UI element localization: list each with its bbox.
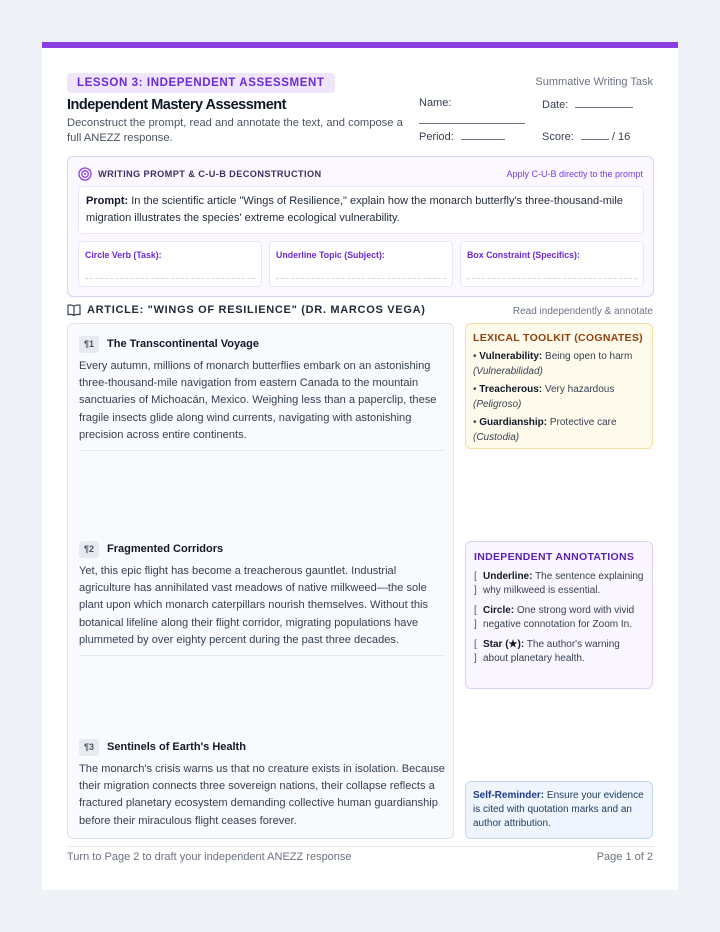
paragraph-number: ¶3 [79, 739, 99, 756]
paragraph-title: The Transcontinental Voyage [107, 338, 260, 350]
score-blank[interactable] [581, 129, 609, 140]
page-title: Independent Mastery Assessment [67, 97, 286, 113]
paragraph-text: Every autumn, millions of monarch butterflies embark on an astonishing three-thousand-mile navigation from eastern Canada to the mountain sanctuaries of Michoacán, Mexico. Weighing less than a paperclip, these fragile insects glide along wind currents, navigating with astonishing precision across entire continents. [79, 360, 437, 441]
toolkit-item: • Vulnerability: Being open to harm (Vulnerabilidad) [473, 351, 633, 377]
prompt-section [67, 156, 654, 297]
cub-line-constraint[interactable] [467, 278, 637, 279]
name-label: Name: [419, 97, 452, 109]
annotations-panel [465, 541, 653, 689]
prompt-card [78, 186, 644, 234]
period-blank[interactable] [461, 129, 505, 140]
lesson-badge: LESSON 3: INDEPENDENT ASSESSMENT [67, 73, 335, 93]
page-number: Page 1 of 2 [596, 851, 653, 863]
cub-box-topic[interactable] [269, 241, 453, 287]
annotation-checklist-item[interactable] [474, 570, 644, 598]
period-label: Period: [419, 131, 454, 143]
cub-line-verb[interactable] [85, 278, 255, 279]
cub-label-topic: Underline Topic (Subject): [276, 250, 385, 260]
paragraph-title: Sentinels of Earth's Health [107, 741, 246, 753]
page-subtitle: Deconstruct the prompt, read and annotate the text, and compose a full ANEZZ response. [67, 117, 403, 144]
cub-line-topic[interactable] [276, 278, 446, 279]
article-hint: Read independently & annotate [512, 306, 653, 317]
date-label: Date: [542, 99, 569, 111]
paragraph-number: ¶2 [79, 541, 99, 558]
paragraph-divider [79, 450, 445, 451]
date-blank[interactable] [575, 97, 633, 108]
score-total: / 16 [611, 131, 631, 143]
annotation-label: Underline: [483, 571, 533, 582]
annotation-text: One strong word with vivid negative connotation for Zoom In. [483, 605, 635, 630]
self-reminder-box [465, 781, 653, 839]
footer-instruction: Turn to Page 2 to draft your independent ANEZZ response [67, 851, 352, 863]
toolkit-term: Guardianship: [479, 417, 548, 428]
annotation-label: Star (★): [483, 639, 525, 650]
toolkit-term: Vulnerability: [479, 351, 543, 362]
reminder-label: Self-Reminder: [473, 790, 545, 801]
date-field[interactable] [542, 97, 633, 111]
checkbox-bracket[interactable]: [ ] [474, 571, 477, 596]
paragraph-number: ¶1 [79, 336, 99, 353]
period-field[interactable] [419, 129, 505, 143]
annotation-checklist-item[interactable] [474, 638, 644, 666]
prompt-hint: Apply C-U-B directly to the prompt [506, 169, 643, 179]
toolkit-item: • Treacherous: Very hazardous (Peligroso) [473, 384, 615, 410]
paragraph-text: Yet, this epic flight has become a treacherous gauntlet. Industrial agriculture has annihilated vast meadows of native milkweed—the sole plant upon which monarch caterpillars nourish themselves. Without this botanical lifeline along their flight corridor, migrating populations have plummeted by over eighty percent during the past three decades. [79, 565, 429, 646]
prompt-heading-text: WRITING PROMPT & C-U-B DECONSTRUCTION [98, 169, 322, 179]
toolkit-term: Treacherous: [479, 384, 543, 395]
accent-bar [42, 42, 678, 48]
task-type-label: Summative Writing Task [535, 76, 653, 88]
name-field[interactable] [419, 97, 451, 109]
prompt-label: Prompt: [86, 195, 129, 207]
name-blank[interactable] [419, 123, 525, 124]
toolkit-definition: Being open to harm [545, 351, 633, 362]
book-icon [67, 304, 81, 316]
toolkit-definition: Protective care [549, 417, 617, 428]
footer-divider [67, 846, 654, 847]
checkbox-bracket[interactable]: [ ] [474, 605, 477, 630]
annotation-checklist-item[interactable] [474, 604, 644, 632]
prompt-text: In the scientific article "Wings of Resilience," explain how the monarch butterfly's three-thousand-mile migration illustrates the species' extreme ecological vulnerability. [86, 195, 623, 224]
annotation-text-wrap [483, 604, 644, 632]
paragraph-header [79, 540, 445, 558]
annotations-title: INDEPENDENT ANNOTATIONS [474, 551, 635, 563]
cub-box-verb[interactable] [78, 241, 262, 287]
cub-label-verb: Circle Verb (Task): [85, 250, 162, 260]
article-paragraph [79, 738, 445, 830]
toolkit-item: • Guardianship: Protective care (Custodia) [473, 417, 617, 443]
toolkit-cognate: (Vulnerabilidad) [473, 366, 543, 377]
paragraph-divider [79, 655, 445, 656]
paragraph-text: The monarch's crisis warns us that no creature exists in isolation. Because their migration connects three sovereign nations, their collapse reflects a fractured planetary ecosystem demanding collective human guardianship before their miraculous flight ceases forever. [79, 763, 445, 827]
annotation-text-wrap [483, 570, 644, 598]
reminder-text: Ensure your evidence is cited with quotation marks and an author attribution. [473, 790, 644, 829]
article-heading-text: ARTICLE: "WINGS OF RESILIENCE" (DR. MARCOS VEGA) [87, 304, 426, 316]
lexical-toolkit [465, 323, 653, 449]
article-paragraph [79, 540, 445, 656]
toolkit-definition: Very hazardous [544, 384, 615, 395]
article-paragraph [79, 335, 445, 451]
toolkit-cognate: (Custodia) [473, 432, 520, 443]
score-label: Score: [542, 131, 574, 143]
annotation-text: The author's warning about planetary health. [483, 639, 620, 664]
annotation-text: The sentence explaining why milkweed is essential. [483, 571, 644, 596]
cub-box-constraint[interactable] [460, 241, 644, 287]
annotation-text-wrap [483, 638, 644, 666]
prompt-heading [78, 167, 322, 181]
cub-label-constraint: Box Constraint (Specifics): [467, 250, 580, 260]
article-heading [67, 304, 426, 316]
toolkit-title: LEXICAL TOOLKIT (COGNATES) [473, 332, 643, 344]
worksheet-page [42, 42, 678, 890]
paragraph-header [79, 738, 445, 756]
article-text-box [67, 323, 454, 839]
target-icon [78, 167, 92, 181]
annotation-label: Circle: [483, 605, 515, 616]
paragraph-title: Fragmented Corridors [107, 543, 224, 555]
checkbox-bracket[interactable]: [ ] [474, 639, 477, 664]
score-field[interactable] [542, 129, 630, 143]
toolkit-cognate: (Peligroso) [473, 399, 522, 410]
paragraph-header [79, 335, 445, 353]
